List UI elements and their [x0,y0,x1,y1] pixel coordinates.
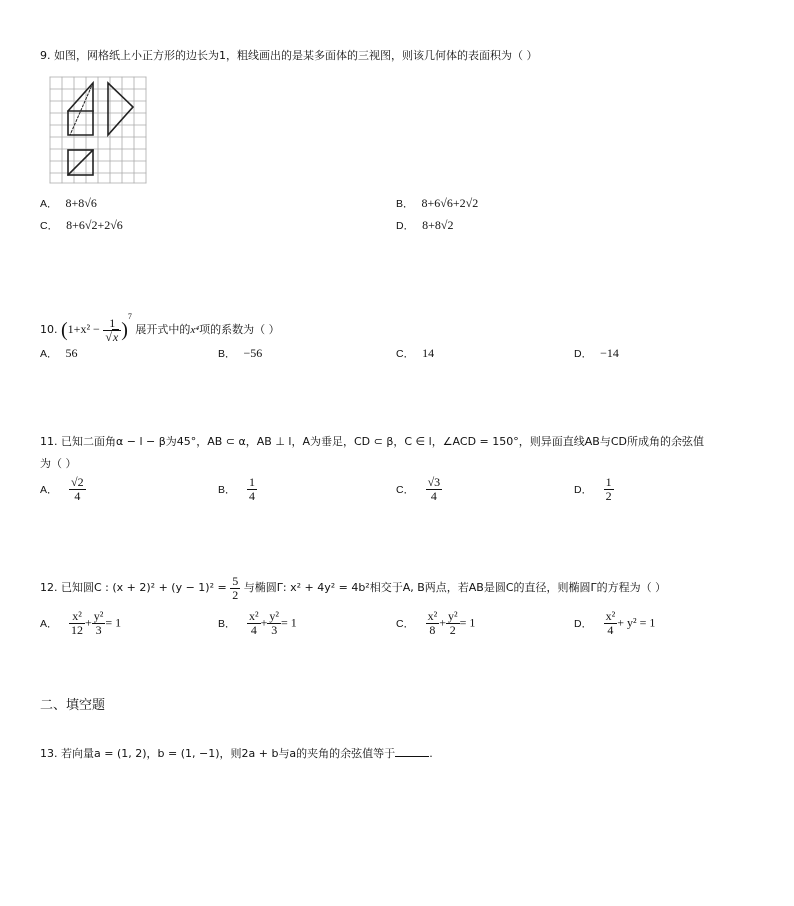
question-13: 13. 若向量a = (1, 2)，b = (1, −1)，则2a + b与a的夹角的余弦值等于 . [40,747,433,760]
three-view-figure [48,75,150,187]
q10-stem-mid: 展开式中的 [135,323,191,336]
q10-number: 10. [40,323,58,336]
q10-option-b[interactable]: B． −56 [218,346,263,360]
q11-option-a[interactable]: A． $\frac{√2}{4}$ [40,475,84,503]
q9-option-a-text: 8+8√6 [65,196,97,210]
q9-option-b-text: 8+6√6+2√2 [421,196,479,210]
q10-stem-end: 项的系数为（ ） [199,323,280,336]
q9-option-d-text: 8+8√2 [422,218,454,232]
q10-expr-left: 1+x² − [67,322,100,336]
q9-option-c[interactable]: C． 8+6√2+2√6 [40,218,123,232]
q11-option-b[interactable]: B． $\frac{1}{4}$ [218,475,256,503]
hidden-edge [70,83,93,135]
section-title: 二、填空题 [40,698,106,713]
q12-part1: 已知圆C : (x + 2)² + (y − 1)² = [61,581,227,594]
q12-part2: 与椭圆Γ: x² + 4y² = 4b²相交于A, B两点，若AB是圆C的直径，则椭圆Γ的方程为（ ） [243,581,667,594]
q12-fraction: $\frac{5}{2}$ [232,573,239,602]
q12-option-b[interactable]: B． $\frac{\text{x²}}{4}$ + $\frac{\text{y²}}{3}$ = 1 [218,609,297,637]
answer-blank[interactable] [395,746,429,757]
q11-option-d[interactable]: D． $\frac{1}{2}$ [574,475,612,503]
q9-option-d[interactable]: D． 8+8√2 [396,218,454,232]
q12-number: 12. [40,581,58,594]
q10-option-c[interactable]: C． 14 [396,346,435,360]
q11-line2: 为（ ） [40,457,77,470]
q10-fraction: $\frac{1}{√x}$ [103,317,121,344]
question-10: 10. (1+x² − $\frac{1}{√x}$ )$^7$ 展开式中的x⁴项的系数为（ ） [40,312,280,344]
question-11 [40,431,760,475]
question-9 [40,49,538,63]
q11-number: 11. [40,435,58,448]
q9-option-a[interactable]: A． 8+8√6 [40,196,97,210]
top-view [68,150,93,175]
q10-option-d[interactable]: D． −14 [574,346,619,360]
q11-option-c[interactable]: C． $\frac{√3}{4}$ [396,475,441,503]
q13-number: 13. [40,747,58,760]
q10-option-a[interactable]: A． 56 [40,346,78,360]
q9-number: 9. [40,49,51,62]
q10-power: 7 [127,312,132,321]
q11-line1: 已知二面角α − l − β为45°，AB ⊂ α，AB ⊥ l，A为垂足，CD ⊂ β，C ∈ l，∠ACD = 150°，则异面直线AB与CD所成角的余弦值 [61,435,704,448]
grid-lines [50,77,146,183]
q10-term: x⁴ [190,324,200,336]
q13-text: 若向量a = (1, 2)，b = (1, −1)，则2a + b与a的夹角的余弦值等于 [61,747,396,760]
q9-option-c-text: 8+6√2+2√6 [66,218,123,232]
question-12 [40,574,760,602]
side-view [108,83,133,135]
q12-option-a[interactable]: A． $\frac{\text{x²}}{12}$ + $\frac{\text{y²}}{3}$ = 1 [40,609,122,637]
q12-option-d[interactable]: D． $\frac{\text{x²}}{4}$ + y² = 1 [574,609,656,637]
q12-option-c[interactable]: C． $\frac{\text{x²}}{8}$ + $\frac{\text{y²}}{2}$ = 1 [396,609,476,637]
q9-stem: 如图，网格纸上小正方形的边长为1，粗线画出的是某多面体的三视图，则该几何体的表面积为（ ） [54,49,538,62]
q9-option-b[interactable]: B． 8+6√6+2√2 [396,196,479,210]
